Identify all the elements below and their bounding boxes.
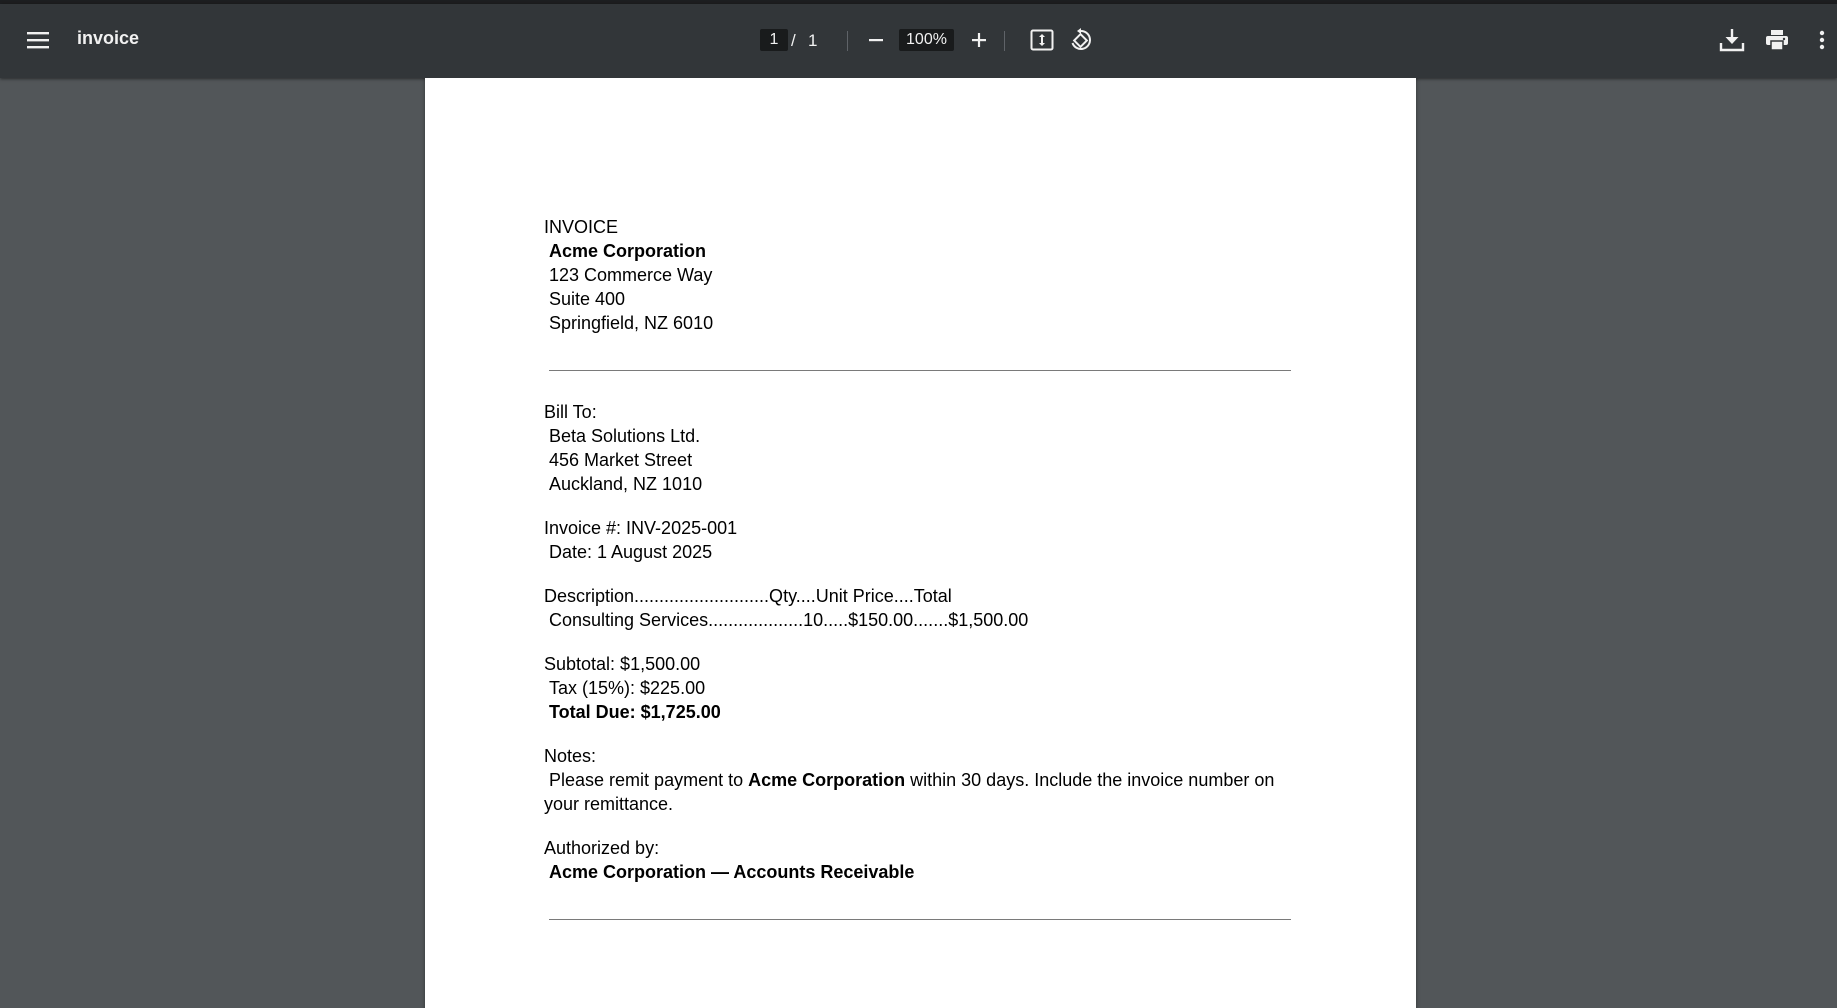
download-button[interactable] <box>1714 22 1750 58</box>
menu-icon <box>27 31 49 49</box>
rotate-icon <box>1069 28 1093 52</box>
fit-page-icon <box>1030 29 1054 51</box>
horizontal-rule <box>549 919 1291 920</box>
toolbar-divider <box>847 31 848 51</box>
notes-text: Please remit payment to Acme Corporation within 30 days. Include the invoice number on your remittance. <box>544 770 1275 814</box>
company-address-line1: 123 Commerce Way <box>549 265 713 285</box>
page-number-input[interactable]: 1 <box>760 29 788 51</box>
more-options-button[interactable] <box>1812 22 1832 58</box>
print-icon <box>1765 29 1789 51</box>
bill-to-label: Bill To: <box>544 402 597 422</box>
total-due: Total Due: $1,725.00 <box>549 702 721 722</box>
toolbar-divider <box>1004 31 1005 51</box>
authorized-signature: Acme Corporation — Accounts Receivable <box>549 862 915 882</box>
document-viewer[interactable] <box>0 78 1837 1008</box>
bill-to-street: 456 Market Street <box>549 450 693 470</box>
company-address-line2: Suite 400 <box>549 289 626 309</box>
zoom-in-button[interactable] <box>963 24 995 56</box>
bill-to-name: Beta Solutions Ltd. <box>549 426 701 446</box>
tax: Tax (15%): $225.00 <box>549 678 706 698</box>
invoice-heading: INVOICE <box>544 217 619 237</box>
page-total: 1 <box>808 31 818 50</box>
company-name: Acme Corporation <box>549 241 707 261</box>
plus-icon <box>971 32 987 48</box>
rotate-button[interactable] <box>1063 22 1099 58</box>
zoom-level-input[interactable]: 100% <box>899 29 954 51</box>
authorized-label: Authorized by: <box>544 838 660 858</box>
print-button[interactable] <box>1759 22 1795 58</box>
fit-to-page-button[interactable] <box>1024 22 1060 58</box>
line-items-header: Description...........................Qty....Unit Price....Total <box>544 586 952 606</box>
invoice-content <box>544 215 1314 920</box>
pdf-toolbar <box>0 4 1837 78</box>
download-icon <box>1719 27 1745 53</box>
bill-to-city: Auckland, NZ 1010 <box>549 474 703 494</box>
minus-icon <box>868 32 884 48</box>
menu-button[interactable] <box>20 22 56 58</box>
zoom-out-button[interactable] <box>860 24 892 56</box>
more-vert-icon <box>1819 30 1825 50</box>
pdf-page <box>425 78 1416 1008</box>
company-city: Springfield, NZ 6010 <box>549 313 714 333</box>
invoice-date: Date: 1 August 2025 <box>549 542 713 562</box>
line-item-row: Consulting Services...................10.....$150.00.......$1,500.00 <box>549 610 1029 630</box>
invoice-number: Invoice #: INV-2025-001 <box>544 518 738 538</box>
notes-label: Notes: <box>544 746 597 766</box>
document-title: invoice <box>77 28 140 48</box>
page-separator: / <box>791 31 796 50</box>
subtotal: Subtotal: $1,500.00 <box>544 654 701 674</box>
